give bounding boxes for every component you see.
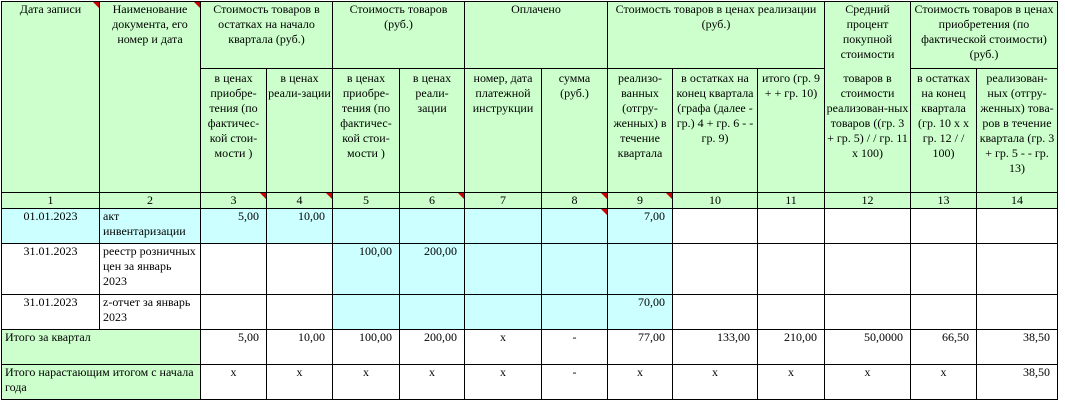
cell-value[interactable]: 70,00 — [608, 295, 673, 330]
cell-value[interactable] — [758, 209, 825, 244]
header-col6: в ценах реали-зации — [400, 69, 465, 193]
cell-total: 200,00 — [400, 330, 465, 365]
header-document: Наименование документа, его номер и дата — [100, 2, 201, 193]
cell-value[interactable] — [542, 209, 608, 244]
cell-value[interactable] — [911, 295, 977, 330]
cell-document[interactable]: акт инвентаризации — [100, 209, 201, 244]
header-col3: в ценах приобре-тения (по фактичес-кой стои-мости ) — [201, 69, 267, 193]
cell-value[interactable] — [911, 244, 977, 295]
colnum: 1 — [2, 193, 100, 209]
cell-value[interactable] — [977, 295, 1058, 330]
colnum: 12 — [825, 193, 911, 209]
cell-value[interactable] — [977, 209, 1058, 244]
colnum: 3 — [201, 193, 267, 209]
cell-total: 66,50 — [911, 330, 977, 365]
header-paid: Оплачено — [465, 2, 608, 69]
header-col10: в остатках на конец квартала (графа (далее - гр.) 4 + гр. 6 - - гр. 9) — [673, 69, 758, 193]
cell-value[interactable]: 7,00 — [608, 209, 673, 244]
colnum: 10 — [673, 193, 758, 209]
header-date: Дата записи — [2, 2, 100, 193]
cell-value[interactable]: 200,00 — [400, 244, 465, 295]
cell-value[interactable]: 100,00 — [333, 244, 400, 295]
cell-value[interactable] — [400, 295, 465, 330]
colnum: 14 — [977, 193, 1058, 209]
cell-total: 210,00 — [758, 330, 825, 365]
cell-value[interactable] — [825, 209, 911, 244]
cell-total: x — [465, 330, 542, 365]
cell-total: 38,50 — [977, 330, 1058, 365]
header-col11: итого (гр. 9 + + гр. 10) — [758, 69, 825, 193]
header-col12: товаров в стоимости реализован-ных товаров ((гр. 3 + гр. 5) / / гр. 11 x 100) — [825, 69, 911, 193]
header-col9: реализо-ванных (отгру-женных) в течение квартала — [608, 69, 673, 193]
cell-total: x — [267, 365, 333, 400]
cell-value[interactable] — [758, 244, 825, 295]
header-purchase-prices: Стоимость товаров в ценах приобретения (по фактической стоимости) (руб.) — [911, 2, 1058, 69]
cell-total: x — [911, 365, 977, 400]
header-col14: реализован-ных (отгру-женных) това-ров в течение квартала (гр. 3 + гр. 5 - - гр. 13) — [977, 69, 1058, 193]
table-row — [2, 295, 1058, 330]
cell-value[interactable] — [825, 244, 911, 295]
colnum: 6 — [400, 193, 465, 209]
cell-document[interactable]: реестр розничных цен за январь 2023 — [100, 244, 201, 295]
cell-date[interactable]: 31.01.2023 — [2, 295, 100, 330]
header-avg-percent: Средний процент покупной стоимости — [825, 2, 911, 69]
cell-total: 100,00 — [333, 330, 400, 365]
header-col8: сумма (руб.) — [542, 69, 608, 193]
table-row — [2, 244, 1058, 295]
cell-document[interactable]: z-отчет за январь 2023 — [100, 295, 201, 330]
cell-value[interactable] — [465, 244, 542, 295]
cell-total: - — [542, 365, 608, 400]
table-row — [2, 209, 1058, 244]
header-opening-balance: Стоимость товаров в остатках на начало квартала (руб.) — [201, 2, 333, 69]
cell-total: 77,00 — [608, 330, 673, 365]
cell-total: x — [333, 365, 400, 400]
cell-total: 5,00 — [201, 330, 267, 365]
header-col7: номер, дата платежной инструкции — [465, 69, 542, 193]
total-year-label: Итого нарастающим итогом с начала года — [2, 365, 201, 400]
cell-value[interactable] — [673, 295, 758, 330]
total-year-row — [2, 365, 1058, 400]
cell-total: x — [825, 365, 911, 400]
cell-value[interactable] — [911, 209, 977, 244]
cell-date[interactable]: 01.01.2023 — [2, 209, 100, 244]
cell-total: 10,00 — [267, 330, 333, 365]
header-col4: в ценах реали-зации — [267, 69, 333, 193]
colnum: 13 — [911, 193, 977, 209]
cell-total: - — [542, 330, 608, 365]
cell-value[interactable] — [542, 244, 608, 295]
cell-value[interactable] — [758, 295, 825, 330]
cell-total: x — [201, 365, 267, 400]
cell-value[interactable]: 5,00 — [201, 209, 267, 244]
colnum: 11 — [758, 193, 825, 209]
ledger-table — [1, 1, 1058, 400]
cell-total: x — [465, 365, 542, 400]
header-col5: в ценах приобре-тения (по фактичес-кой стои-мости ) — [333, 69, 400, 193]
cell-value[interactable] — [465, 295, 542, 330]
cell-date[interactable]: 31.01.2023 — [2, 244, 100, 295]
cell-total: x — [400, 365, 465, 400]
cell-value[interactable] — [267, 244, 333, 295]
cell-total: x — [608, 365, 673, 400]
cell-value[interactable] — [977, 244, 1058, 295]
colnum: 2 — [100, 193, 201, 209]
cell-total: 50,0000 — [825, 330, 911, 365]
colnum: 4 — [267, 193, 333, 209]
colnum: 5 — [333, 193, 400, 209]
colnum: 7 — [465, 193, 542, 209]
cell-value[interactable]: 10,00 — [267, 209, 333, 244]
cell-value[interactable] — [608, 244, 673, 295]
header-col13: в остатках на конец квартала (гр. 10 x x гр. 12 / / 100) — [911, 69, 977, 193]
header-goods-cost: Стоимость товаров (руб.) — [333, 2, 465, 69]
cell-value[interactable] — [465, 209, 542, 244]
cell-value[interactable] — [333, 209, 400, 244]
cell-total: 133,00 — [673, 330, 758, 365]
cell-value[interactable] — [267, 295, 333, 330]
cell-value[interactable] — [825, 295, 911, 330]
cell-value[interactable] — [673, 244, 758, 295]
cell-total: 38,50 — [977, 365, 1058, 400]
header-sale-prices: Стоимость товаров в ценах реализации (руб.) — [608, 2, 825, 69]
colnum: 8 — [542, 193, 608, 209]
cell-value[interactable] — [542, 295, 608, 330]
total-quarter-label: Итого за квартал — [2, 330, 201, 365]
cell-value[interactable] — [333, 295, 400, 330]
total-quarter-row — [2, 330, 1058, 365]
cell-value[interactable] — [673, 209, 758, 244]
cell-total: x — [758, 365, 825, 400]
cell-total: x — [673, 365, 758, 400]
cell-value[interactable] — [400, 209, 465, 244]
cell-value[interactable] — [201, 295, 267, 330]
cell-value[interactable] — [201, 244, 267, 295]
colnum: 9 — [608, 193, 673, 209]
column-numbers-row — [2, 193, 1058, 209]
